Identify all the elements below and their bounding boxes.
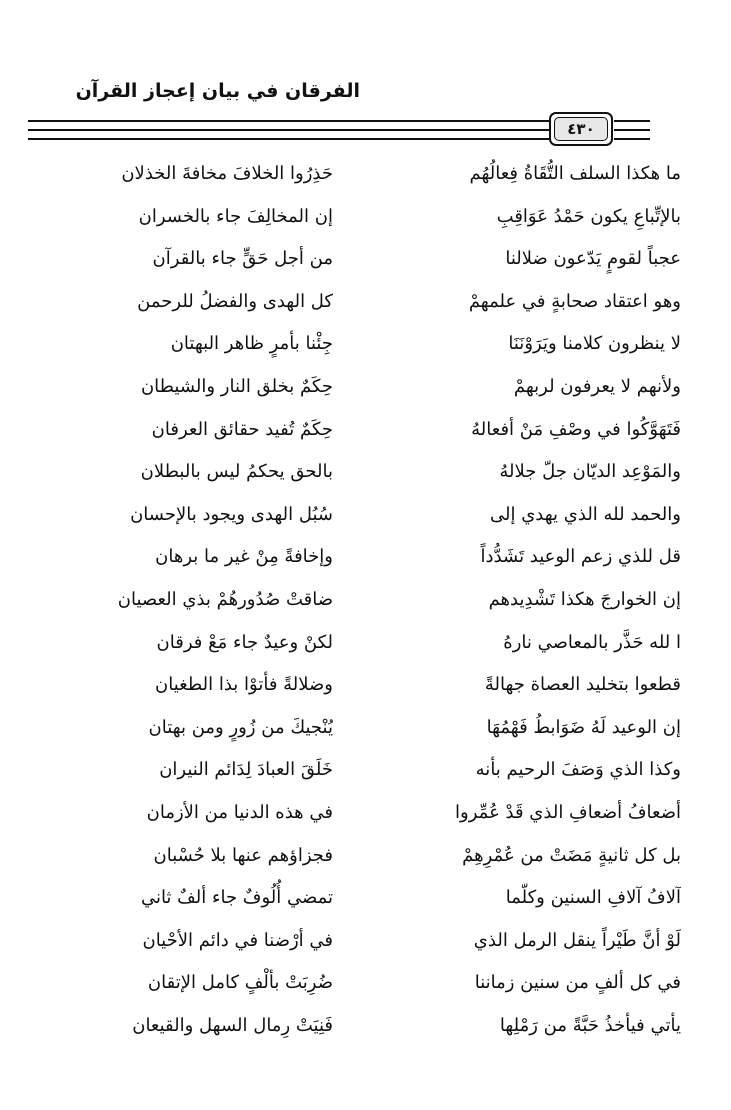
verse-line: بالإتِّباعِ يكون حَمْدُ عَوَاقِبِ xyxy=(496,205,681,227)
verse-line: ا لله حَذَّر بالمعاصي نارهُ xyxy=(503,631,681,653)
verse-line: ما هكذا السلف التُّقَاةُ فِعالُهُم xyxy=(469,163,681,184)
poem-left-column xyxy=(28,153,333,1047)
verse-line: ضُرِبَتْ بألْفٍ كامل الإتقان xyxy=(147,972,333,994)
verse-line: يأتي فيأخذُ حَبَّةً من رَمْلِها xyxy=(499,1014,681,1036)
verse-line: عجباً لقومٍ يَدّعون ضلالنا xyxy=(505,248,681,270)
verse-line: إن المخالِفَ جاء بالخسران xyxy=(138,205,333,227)
running-header-title: الفرقان في بيان إعجاز القرآن xyxy=(75,80,360,102)
verse-line: لكنْ وعيدٌ جاء مَعْ فرقان xyxy=(156,631,333,653)
verse-line: والمَوْعِد الديّان جلّ جلالهُ xyxy=(499,461,681,483)
verse-line: وإخافةً مِنْ غير ما برهان xyxy=(155,546,333,568)
header-rule xyxy=(28,138,550,140)
verse-line: أضعافُ أضعافِ الذي قَدْ عُمِّروا xyxy=(455,801,681,823)
verse-line: بالحق يحكمُ ليس بالبطلان xyxy=(140,461,333,483)
verse-line: آلافُ آلافِ السنين وكلّما xyxy=(505,887,681,909)
verse-line: لا ينظرون كلامنا ويَرَوْنَنَا xyxy=(508,333,681,355)
verse-line: فجزاؤهم عنها بلا حُسْبان xyxy=(153,844,333,866)
poem-right-column xyxy=(381,153,681,1047)
verse-line: ضاقتْ صُدُورهُمْ بذي العصيان xyxy=(117,588,333,610)
header-rule xyxy=(28,129,550,131)
verse-line: في أرْضنا في دائم الأحْيان xyxy=(142,929,333,951)
verse-line: حِكَمٌ تُفيد حقائق العرفان xyxy=(151,418,333,440)
verse-line: خَلَقَ العبادَ لِدَائم النيران xyxy=(159,759,333,781)
verse-line: تمضي أُلُوفٌ جاء ألفٌ ثاني xyxy=(140,887,333,909)
page-number-frame xyxy=(549,112,613,146)
verse-line: وكذا الذي وَصَفَ الرحيم بأنه xyxy=(475,759,681,781)
verse-line: وضلالةً فأتوْا بذا الطغيان xyxy=(155,674,333,696)
verse-line: قل للذي زعم الوعيد تَشَدُّداً xyxy=(480,546,681,568)
header-rule-tail xyxy=(614,138,650,140)
header-rule-tail xyxy=(614,129,650,131)
verse-line: ولأنهم لا يعرفون لربهمْ xyxy=(513,375,681,397)
verse-line: سُبُل الهدى ويجود بالإحسان xyxy=(130,503,333,525)
verse-line: يُنْجيكَ من زُورٍ ومن بهتان xyxy=(148,716,333,738)
verse-line: فَنِيَتْ رِمال السهل والقيعان xyxy=(132,1014,333,1036)
verse-line: والحمد لله الذي يهدي إلى xyxy=(490,503,681,525)
verse-line: إن الخوارجَ هكذا تَشْدِيدهم xyxy=(488,588,681,610)
page-number: ٤٣٠ xyxy=(554,117,608,141)
header-rule-tail xyxy=(614,120,650,122)
verse-line: لَوْ أنَّ طَيْراً ينقل الرمل الذي xyxy=(473,929,681,951)
verse-line: في كل ألفٍ من سنين زماننا xyxy=(474,972,681,994)
verse-line: قطعوا بتخليد العصاة جهالةً xyxy=(484,674,681,696)
verse-line: بل كل ثانيةٍ مَضَتْ من عُمْرِهِمْ xyxy=(462,844,681,866)
verse-line: فَتَهَوَّكُوا في وصْفِ مَنْ أفعالهُ xyxy=(471,418,681,440)
verse-line: جِئْنا بأمرٍ ظاهر البهتان xyxy=(170,333,333,355)
verse-line: من أجل حَقٍّ جاء بالقرآن xyxy=(152,248,333,270)
header-rule xyxy=(28,120,550,122)
verse-line: في هذه الدنيا من الأزمان xyxy=(146,801,333,823)
verse-line: كل الهدى والفضلُ للرحمن xyxy=(137,290,333,312)
verse-line: إن الوعيد لَهُ ضَوَابطُ فَهْمُهَا xyxy=(486,716,681,738)
verse-line: حِكَمٌ بخلق النار والشيطان xyxy=(140,375,333,397)
verse-line: حَذِرُوا الخلافَ مخافةَ الخذلان xyxy=(121,163,333,184)
verse-line: وهو اعتقاد صحابةٍ في علمهمْ xyxy=(468,290,681,312)
